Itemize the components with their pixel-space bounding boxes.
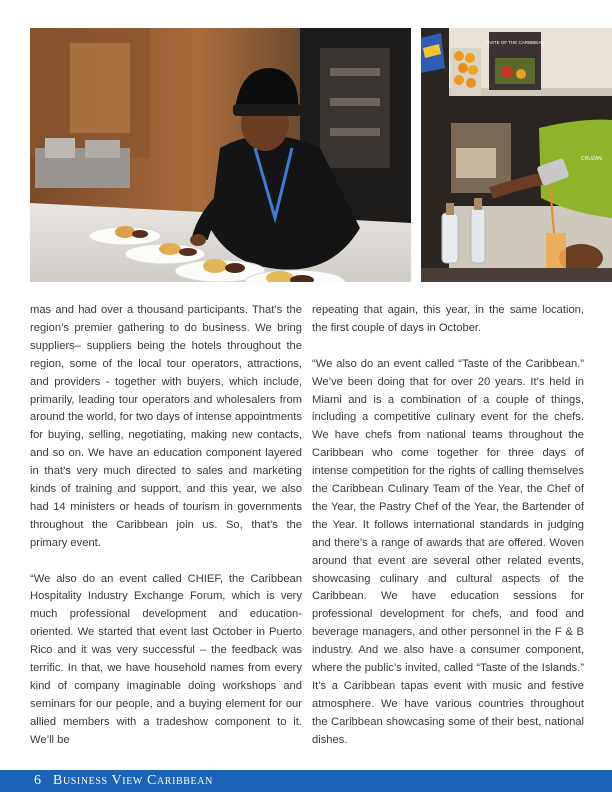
article-paragraph: “We also do an event called CHIEF, the Caribbean Hospitality Industry Exchange Forum, which is very much professional development and education-oriented. We started that event last October in Puerto Rico and it was very successful – the feedback was terrific. In that, we have household names from every kind of company imaginable doing workshops and seminars for our people, and a buying element for our allied members with a tradeshow component to it. We’ll be [30, 572, 302, 746]
footer-bar [0, 770, 612, 792]
article-paragraph: “We also do an event called “Taste of the Caribbean.” We’ve been doing that for over 20 years. It’s held in Miami and is a combination of a couple of things, including a competitive culinary event for the chefs. We have chefs from national teams throughout the Caribbean who come together for three days of intense competition for the rights of calling themselves the Caribbean Culinary Team of the Year, the Chef of the Year, the Pastry Chef of the Year, the Bartender of the Year. It follows international standards in judging and there’s a range of awards that are offered. Woven around that event are several other related events, showcasing culinary and cultural aspects of the Caribbean. We have education sessions for professional development for chefs, and food and beverage managers, and other personnel in the F & B industry. And we also have a consumer component, where the public’s invited, called “Taste of the Islands.” It’s a Caribbean tapas event with music and festive atmosphere. We have various countries throughout the Caribbean showcasing some of their best, national dishes. [312, 357, 584, 746]
book-cover-text: TASTE OF THE CARIBBEAN [485, 40, 545, 45]
article-paragraph: repeating that again, this year, in the same location, the first couple of days in October. [312, 304, 584, 334]
magazine-title: Business View Caribbean [53, 773, 213, 788]
shaker-label: CRUZAN [581, 156, 602, 162]
chef-plating-photo [30, 28, 411, 282]
article-left-column [30, 302, 302, 750]
article-paragraph: mas and had over a thousand participants. That’s the region’s premier gathering to do business. We bring suppliers– suppliers being the hotels throughout the region, some of the local tour operators, attractions, and providers - together with buyers, which include, primarily, leading tour operators and wholesalers from around the world, for two days of intense appointments for buying, selling, negotiating, making new contacts, and so on. We have an education component layered in that’s very much directed to sales and marketing kinds of training and support, and this year, we also had 14 ministers or heads of tourism in governments throughout the Caribbean join us. So, that’s the primary event. [30, 304, 302, 549]
article-right-column [312, 302, 584, 750]
bartender-pouring-photo [421, 28, 612, 282]
page-number: 6 [34, 773, 41, 788]
